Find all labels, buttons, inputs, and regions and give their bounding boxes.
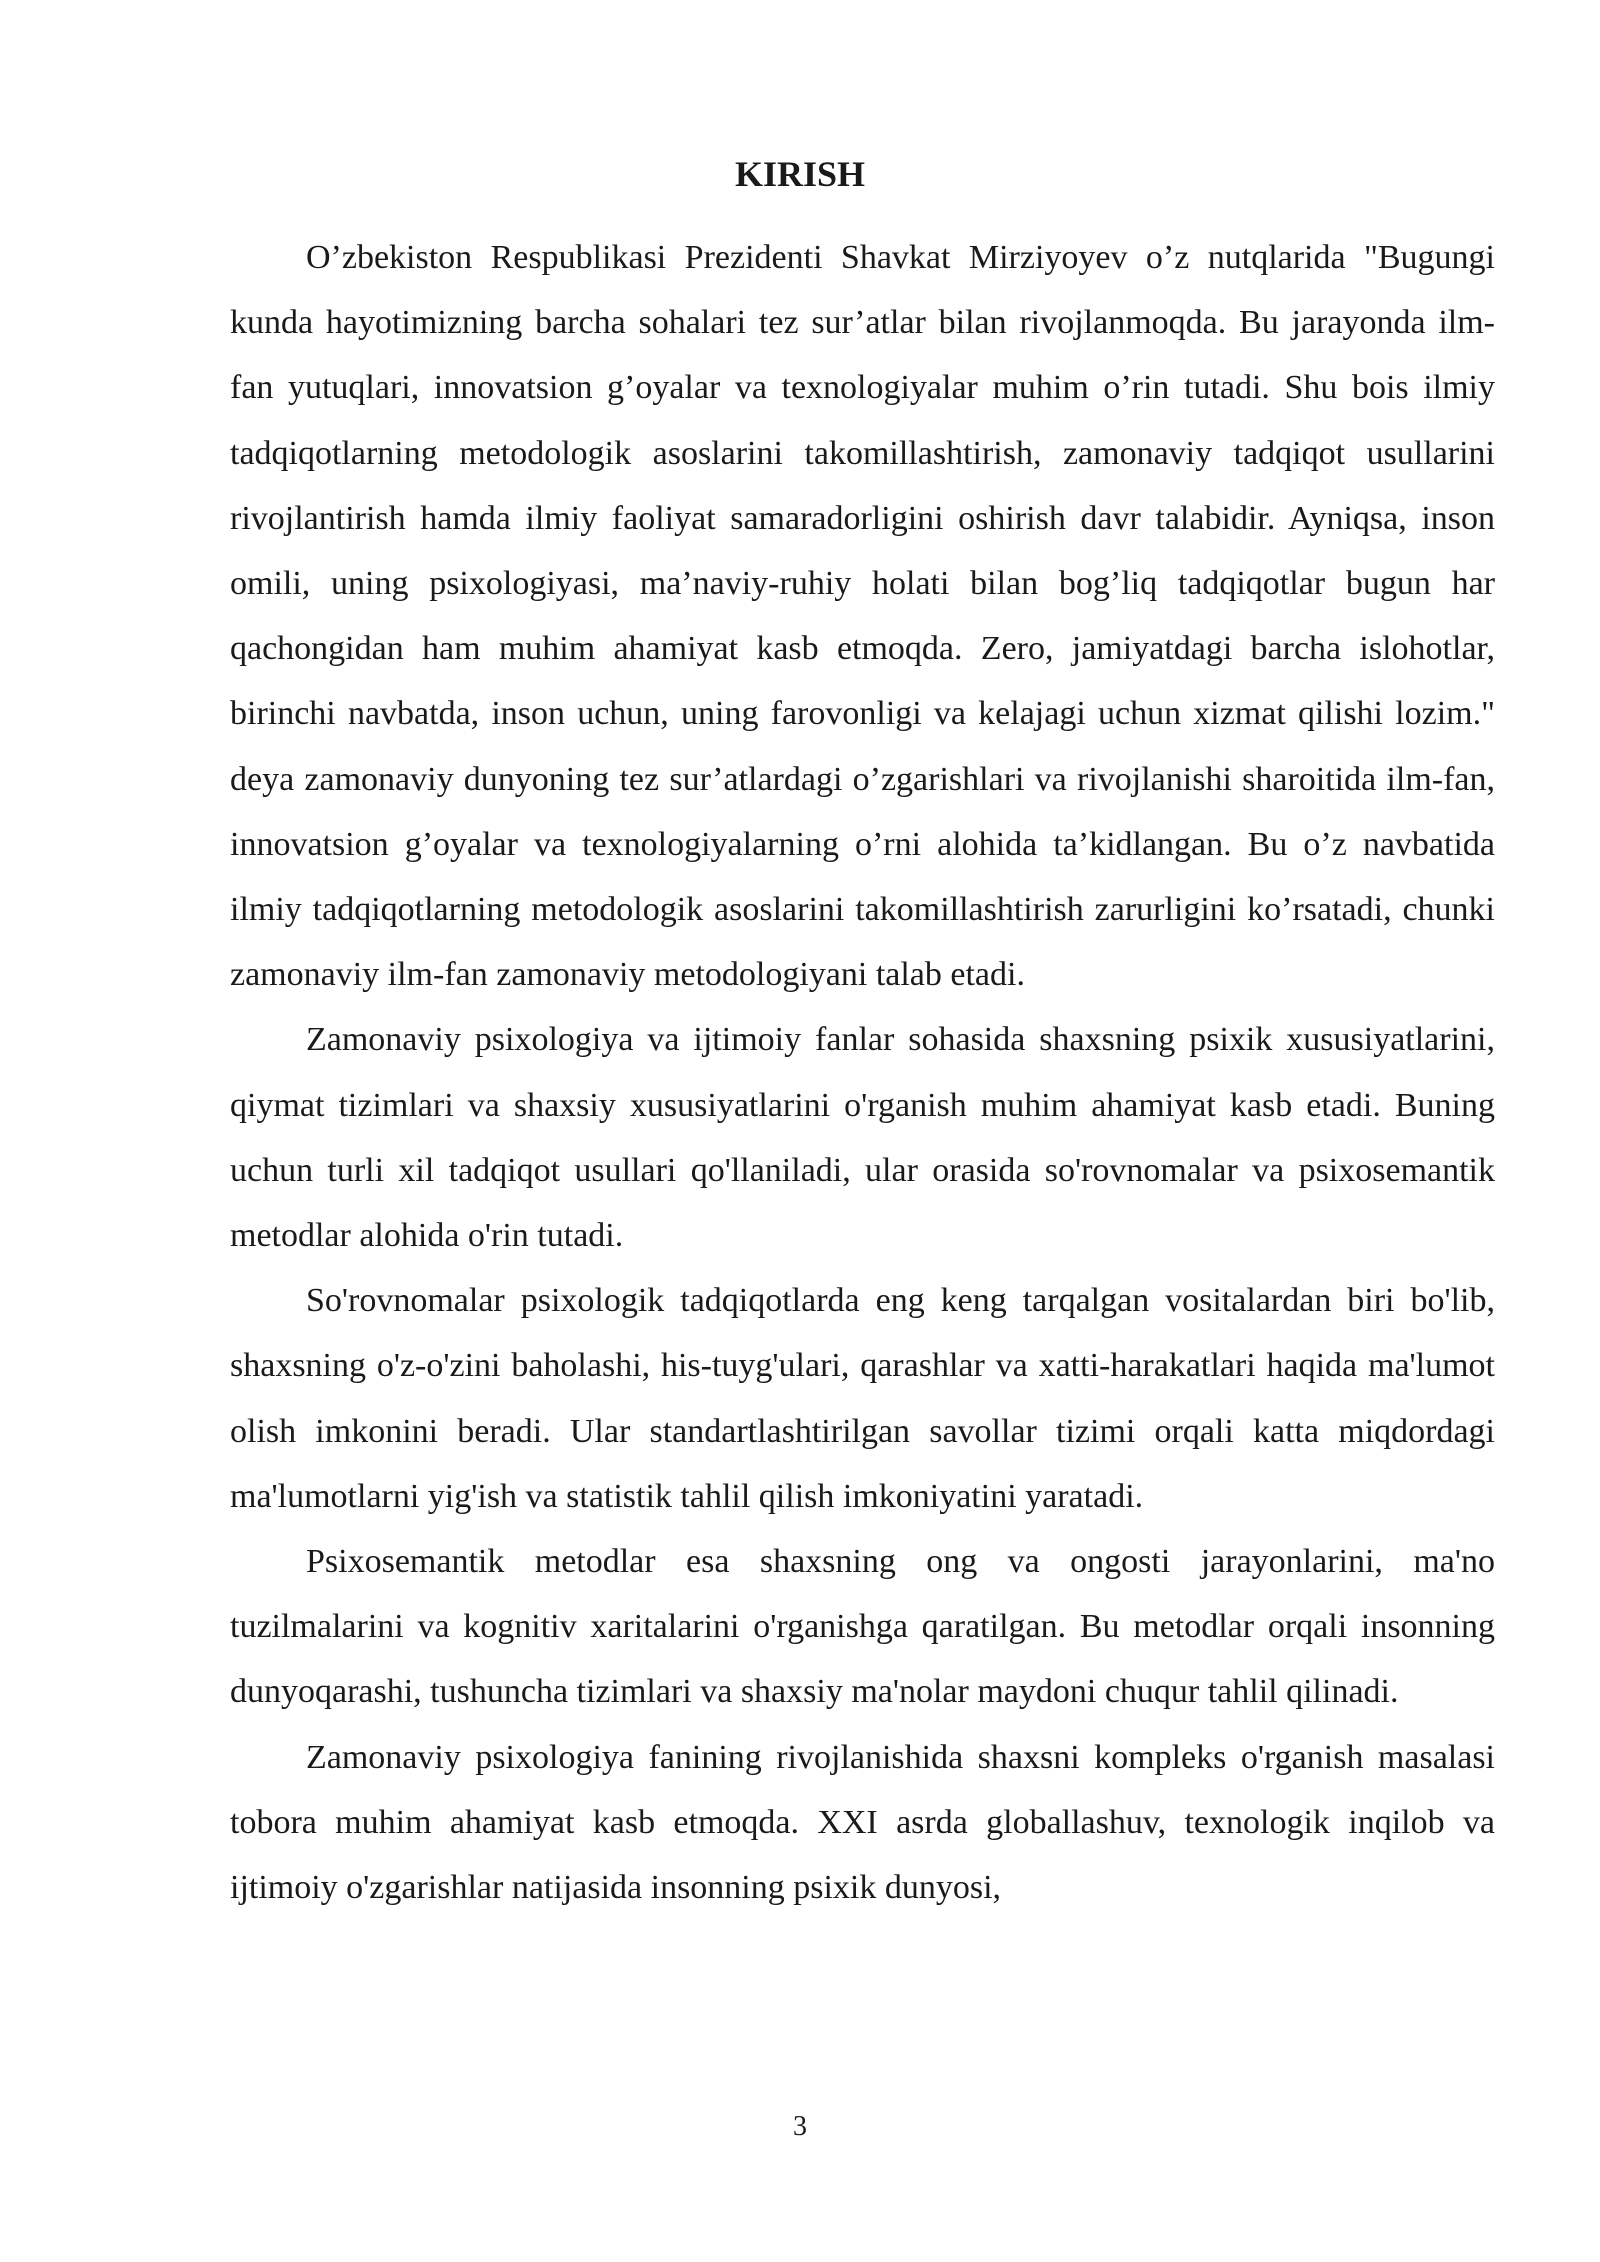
paragraph-4: Psixosemantik metodlar esa shaxsning ong va ongosti jarayonlarini, ma'no tuzilmalarini va kognitiv xaritalarini o'rganishga qaratilgan. Bu metodlar orqali insonning dunyoqarashi, tushuncha tizimlari va shaxsiy ma'nolar maydoni chuqur tahlil qilinadi.: [230, 1543, 1495, 1711]
paragraph-2: Zamonaviy psixologiya va ijtimoiy fanlar sohasida shaxsning psixik xususiyatlarini, qiymat tizimlari va shaxsiy xususiyatlarini o'rganish muhim ahamiyat kasb etadi. Buning uchun turli xil tadqiqot usullari qo'llaniladi, ular orasida so'rovnomalar va psixosemantik metodlar alohida o'rin tutadi.: [230, 1021, 1495, 1255]
page-number: 3: [793, 2111, 807, 2142]
paragraph-1: O’zbekiston Respublikasi Prezidenti Shavkat Mirziyoyev o’z nutqlarida "Bugungi kunda hayotimizning barcha sohalari tez sur’atlar bilan rivojlanmoqda. Bu jarayonda ilm-fan yutuqlari, innovatsion g’oyalar va texnologiyalar muhim o’rin tutadi. Shu bois ilmiy tadqiqotlarning metodologik asoslarini takomillashtirish, zamonaviy tadqiqot usullarini rivojlantirish hamda ilmiy faoliyat samaradorligini oshirish davr talabidir. Ayniqsa, inson omili, uning psixologiyasi, ma’naviy-ruhiy holati bilan bog’liq tadqiqotlar bugun har qachongidan ham muhim ahamiyat kasb etmoqda. Zero, jamiyatdagi barcha islohotlar, birinchi navbatda, inson uchun, uning farovonligi va kelajagi uchun xizmat qilishi lozim." deya zamonaviy dunyoning tez sur’atlardagi o’zgarishlari va rivojlanishi sharoitida ilm-fan, innovatsion g’oyalar va texnologiyalarning o’rni alohida ta’kidlangan. Bu o’z navbatida ilmiy tadqiqotlarning metodologik asoslarini takomillashtirish zarurligini ko’rsatadi, chunki zamonaviy ilm-fan zamonaviy metodologiyani talab etadi.: [230, 239, 1495, 994]
page-title: KIRISH: [734, 154, 866, 194]
paragraph-3: So'rovnomalar psixologik tadqiqotlarda eng keng tarqalgan vositalardan biri bo'lib, shaxsning o'z-o'zini baholashi, his-tuyg'ulari, qarashlar va xatti-harakatlari haqida ma'lumot olish imkonini beradi. Ular standartlashtirilgan savollar tizimi orqali katta miqdordagi ma'lumotlarni yig'ish va statistik tahlil qilish imkoniyatini yaratadi.: [230, 1282, 1495, 1515]
body-text: [230, 225, 1495, 1920]
paragraph-5: Zamonaviy psixologiya fanining rivojlanishida shaxsni kompleks o'rganish masalasi tobora muhim ahamiyat kasb etmoqda. XXI asrda globallashuv, texnologik inqilob va ijtimoiy o'zgarishlar natijasida insonning psixik dunyosi,: [230, 1738, 1495, 1907]
